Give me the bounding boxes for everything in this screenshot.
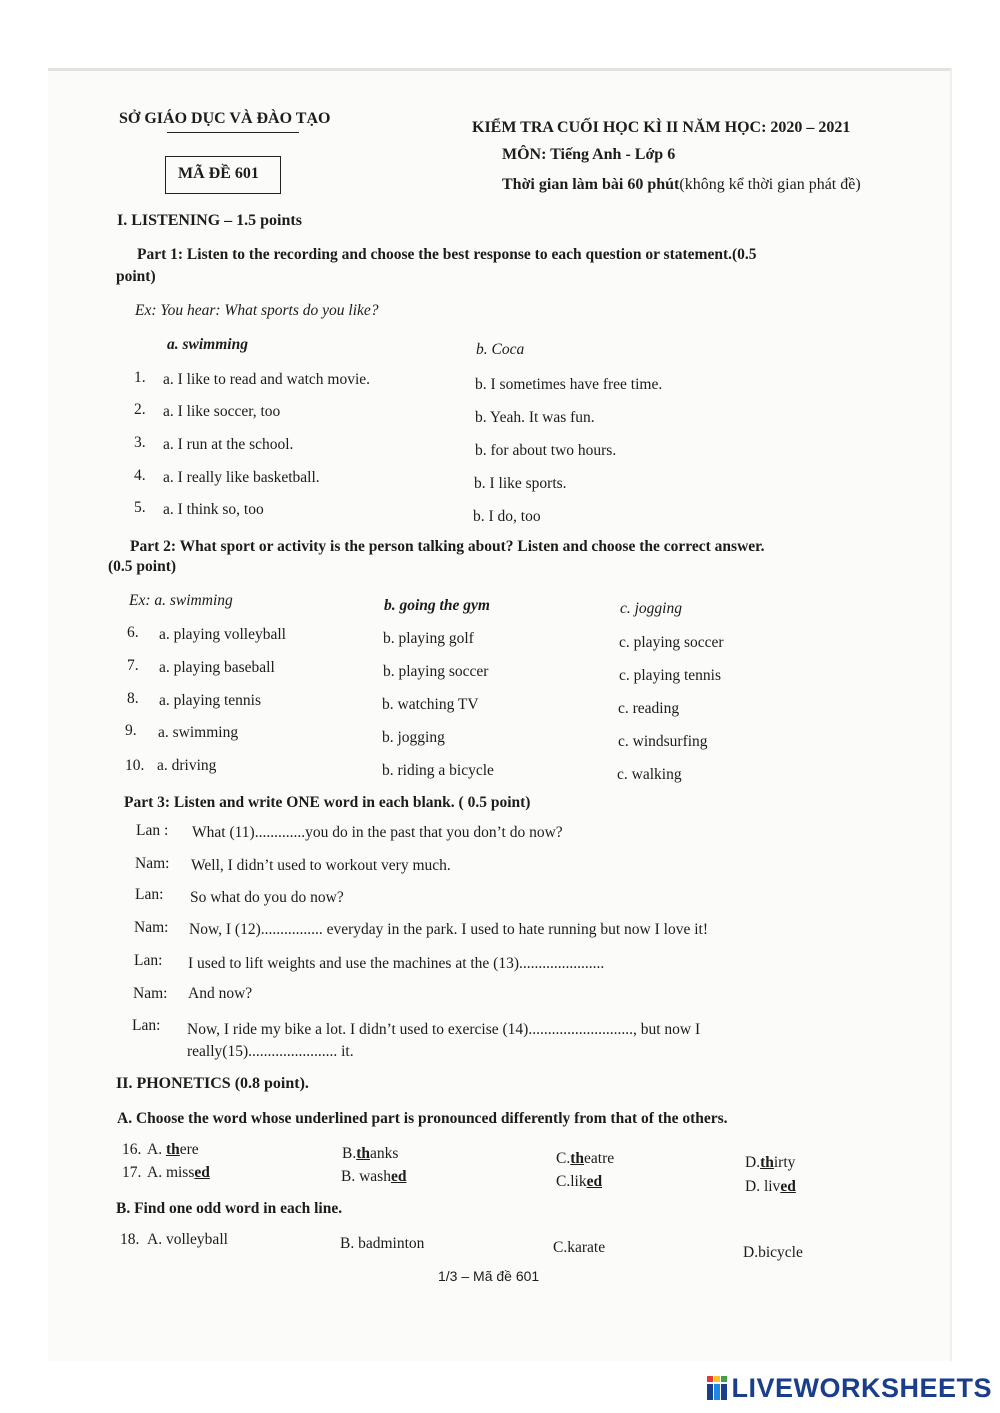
q4-option-a: a. I really like basketball. [163,469,320,486]
dialogue-speaker-5: Lan: [134,952,163,969]
q2-option-b: b. Yeah. It was fun. [475,409,595,426]
part2-example-c: c. jogging [620,600,682,617]
q17-option-b: B. washed [341,1168,407,1185]
q10-number: 10. [125,757,145,774]
exam-subject: MÔN: Tiếng Anh - Lớp 6 [502,146,676,163]
q16-number: 16. [122,1141,142,1158]
exam-duration-main: Thời gian làm bài 60 phút [502,176,680,193]
q17-option-a: A. missed [147,1164,210,1181]
part2-example-b: b. going the gym [384,597,490,614]
part1-example-a: a. swimming [167,336,248,353]
q6-number: 6. [127,624,139,641]
department-name: SỞ GIÁO DỤC VÀ ĐÀO TẠO [119,110,331,127]
q18-option-b: B. badminton [340,1235,425,1252]
q2-number: 2. [134,401,146,418]
q10-option-b: b. riding a bicycle [382,762,494,779]
listening-title: I. LISTENING – 1.5 points [117,212,302,229]
q17-number: 17. [122,1164,142,1181]
q7-option-c: c. playing tennis [619,667,722,684]
dialogue-line-3: So what do you do now? [190,889,344,906]
q17-option-c: C.liked [556,1173,603,1190]
liveworksheets-logo-icon [706,1375,728,1401]
q18-option-d: D.bicycle [743,1244,803,1261]
phonetics-part-b-heading: B. Find one odd word in each line. [116,1200,343,1217]
q9-option-a: a. swimming [158,724,239,741]
part2-heading: Part 2: What sport or activity is the person talking about? Listen and choose the correct answer. [130,538,765,555]
q16-option-c: C.theatre [556,1150,615,1167]
dialogue-speaker-1: Lan : [136,822,169,839]
q16-option-a: A. there [147,1141,199,1158]
q18-option-c: C.karate [553,1239,606,1256]
q8-option-c: c. reading [618,700,680,717]
part1-example-prompt: Ex: You hear: What sports do you like? [135,302,379,319]
liveworksheets-wordmark: LIVEWORKSHEETS [731,1372,992,1403]
q6-option-a: a. playing volleyball [159,626,286,643]
q16-option-d: D.thirty [745,1154,796,1171]
q7-number: 7. [127,657,139,674]
dialogue-line-5: I used to lift weights and use the machines at the (13)...................... [188,955,605,972]
exam-duration-note: (không kể thời gian phát đề) [679,176,861,193]
q3-option-a: a. I run at the school. [163,436,294,453]
q8-number: 8. [127,690,139,707]
dialogue-line-4: Now, I (12)................ everyday in the park. I used to hate running but now I love it! [189,921,708,938]
part1-example-b: b. Coca [476,341,525,358]
q2-option-a: a. I like soccer, too [163,403,281,420]
dialogue-speaker-7: Lan: [132,1017,161,1034]
part1-heading: Part 1: Listen to the recording and choose the best response to each question or statement.(0.5 [137,246,757,263]
exam-code-box [165,156,281,194]
header-underline [167,132,299,133]
part1-heading-cont: point) [116,268,156,285]
dialogue-speaker-4: Nam: [134,919,169,936]
dialogue-speaker-6: Nam: [133,985,168,1002]
dialogue-line-2: Well, I didn’t used to workout very much. [191,857,451,874]
liveworksheets-brand [706,1373,992,1403]
dialogue-line-7: Now, I ride my bike a lot. I didn’t used to exercise (14)..........................., but now I [187,1021,701,1038]
q3-option-b: b. for about two hours. [475,442,617,459]
part3-heading: Part 3: Listen and write ONE word in each blank. ( 0.5 point) [124,794,531,811]
q5-number: 5. [134,499,146,516]
dialogue-line-6: And now? [188,985,253,1002]
q4-number: 4. [134,467,146,484]
q4-option-b: b. I like sports. [474,475,567,492]
q5-option-a: a. I think so, too [163,501,264,518]
phonetics-part-a-heading: A. Choose the word whose underlined part is pronounced differently from that of the others. [117,1110,728,1127]
q1-option-b: b. I sometimes have free time. [475,376,663,393]
q9-option-c: c. windsurfing [618,733,708,750]
phonetics-title: II. PHONETICS (0.8 point). [116,1075,309,1092]
q18-number: 18. [120,1231,140,1248]
exam-duration [502,176,861,194]
part2-heading-cont: (0.5 point) [108,558,177,575]
q7-option-a: a. playing baseball [159,659,275,676]
page-number: 1/3 – Mã đề 601 [438,1268,540,1284]
q10-option-c: c. walking [617,766,682,783]
q16-option-b: B.thanks [342,1145,399,1162]
q1-number: 1. [134,369,146,386]
dialogue-line-7-cont: really(15)....................... it. [187,1043,354,1060]
q10-option-a: a. driving [157,757,217,774]
q3-number: 3. [134,434,146,451]
q9-number: 9. [125,722,137,739]
q1-option-a: a. I like to read and watch movie. [163,371,371,388]
exam-code: MÃ ĐỀ 601 [178,165,259,182]
dialogue-speaker-2: Nam: [135,855,170,872]
q8-option-b: b. watching TV [382,696,479,713]
q9-option-b: b. jogging [382,729,445,746]
dialogue-speaker-3: Lan: [135,886,164,903]
q17-option-d: D. lived [745,1178,796,1195]
part2-example-a: Ex: a. swimming [129,592,233,609]
q5-option-b: b. I do, too [473,508,541,525]
q18-option-a: A. volleyball [147,1231,228,1248]
dialogue-line-1: What (11).............you do in the past that you don’t do now? [192,824,563,841]
exam-title: KIỂM TRA CUỐI HỌC KÌ II NĂM HỌC: 2020 – 2021 [472,119,851,136]
q6-option-b: b. playing golf [383,630,474,647]
q8-option-a: a. playing tennis [159,692,262,709]
q6-option-c: c. playing soccer [619,634,724,651]
q7-option-b: b. playing soccer [383,663,489,680]
